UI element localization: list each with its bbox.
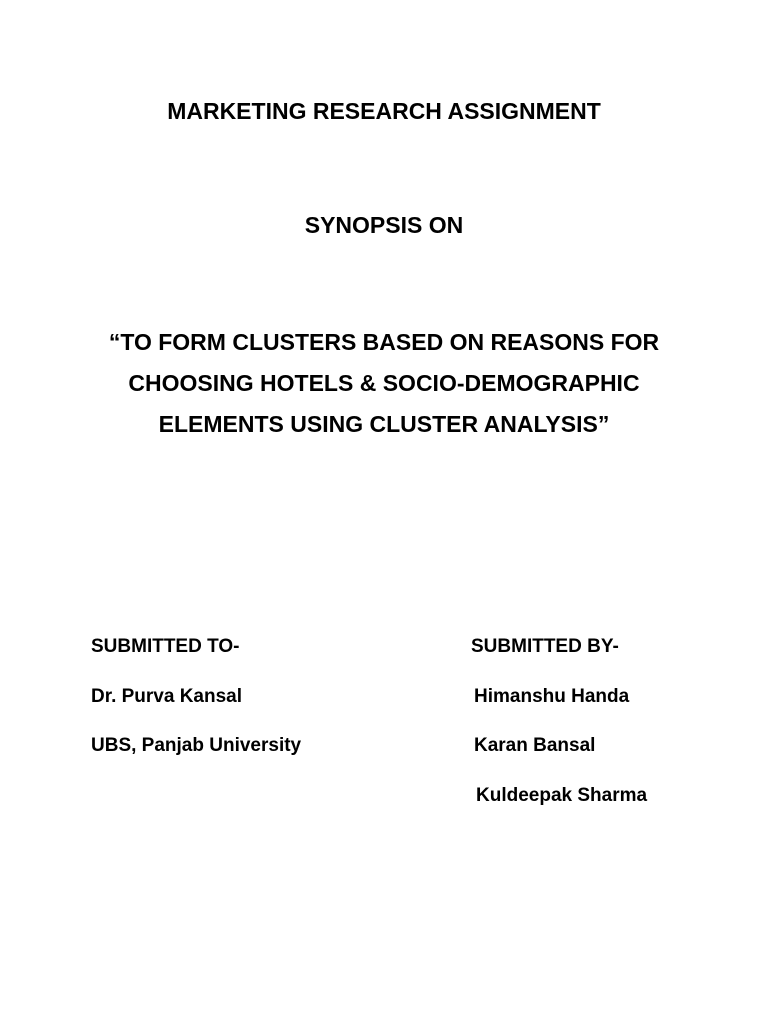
topic-line: CHOOSING HOTELS & SOCIO-DEMOGRAPHIC (128, 370, 640, 396)
submitted-by-name: Himanshu Handa (474, 686, 630, 707)
submitted-by-label: SUBMITTED BY- (471, 636, 619, 657)
submitted-by-name: Karan Bansal (474, 735, 596, 756)
document-title: MARKETING RESEARCH ASSIGNMENT (167, 98, 601, 124)
submitted-to-name: Dr. Purva Kansal (91, 686, 243, 707)
submitted-by-name: Kuldeepak Sharma (476, 785, 648, 806)
topic-line: ELEMENTS USING CLUSTER ANALYSIS” (158, 411, 610, 437)
submitted-to-label: SUBMITTED TO- (91, 636, 240, 657)
submitted-to-organization: UBS, Panjab University (91, 735, 302, 756)
document-subtitle: SYNOPSIS ON (304, 212, 464, 238)
topic-block (70, 322, 698, 445)
topic-line: “TO FORM CLUSTERS BASED ON REASONS FOR (108, 329, 660, 355)
